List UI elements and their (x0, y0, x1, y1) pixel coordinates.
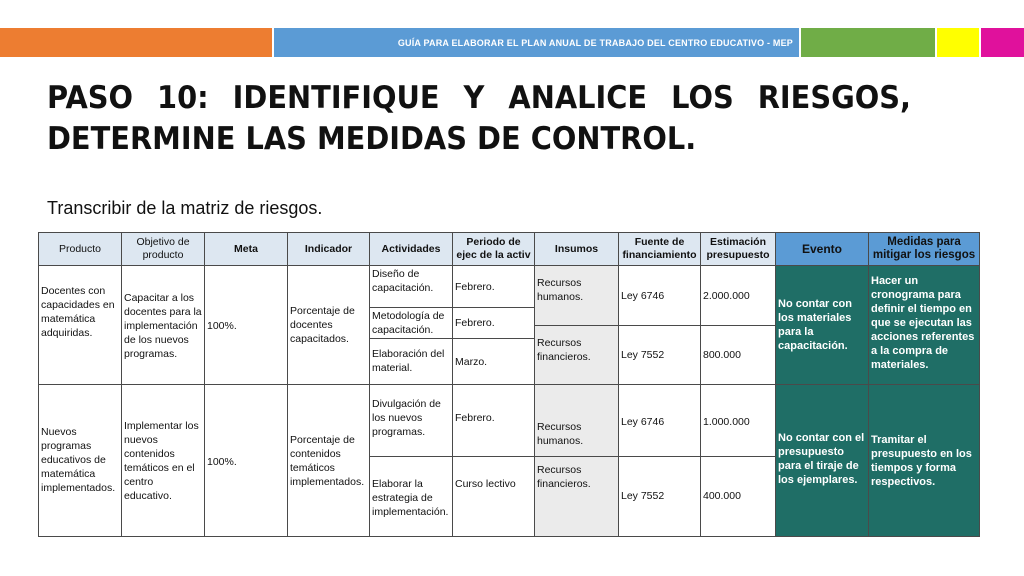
cell-monto: 1.000.000 (701, 385, 776, 457)
cell-monto: 800.000 (701, 326, 776, 385)
cell-actividad: Metodología de capacitación. (370, 308, 453, 339)
cell-objetivo: Capacitar a los docentes para la implementación de los nuevos programas. (122, 266, 205, 385)
table-row (39, 266, 980, 308)
cell-insumos: Recursos financieros. (535, 457, 619, 537)
cell-objetivo: Implementar los nuevos contenidos temáticos en el centro educativo. (122, 385, 205, 537)
header-banner (274, 28, 799, 57)
cell-insumos: Recursos humanos. (535, 266, 619, 326)
cell-indicador: Porcentaje de docentes capacitados. (288, 266, 370, 385)
cell-medidas: Tramitar el presupuesto en los tiempos y forma respectivos. (869, 385, 980, 537)
header-band-green (801, 28, 935, 57)
risk-matrix-table (38, 232, 980, 537)
cell-indicador: Porcentaje de contenidos temáticos implementados. (288, 385, 370, 537)
cell-fuente: Ley 6746 (619, 385, 701, 457)
header-producto: Producto (39, 233, 122, 266)
cell-meta: 100%. (205, 266, 288, 385)
cell-evento: No contar con los materiales para la capacitación. (776, 266, 869, 385)
cell-producto: Docentes con capacidades en matemática adquiridas. (39, 266, 122, 385)
header-indicador: Indicador (288, 233, 370, 266)
cell-monto: 400.000 (701, 457, 776, 537)
cell-actividad: Elaboración del material. (370, 339, 453, 385)
header-band-yellow (937, 28, 979, 57)
cell-actividad: Elaborar la estrategia de implementación. (370, 457, 453, 537)
header-objetivo: Objetivo de producto (122, 233, 205, 266)
cell-periodo: Curso lectivo (453, 457, 535, 537)
header-band-magenta (981, 28, 1024, 57)
cell-medidas: Hacer un cronograma para definir el tiempo en que se ejecutan las acciones referentes a la compra de materiales. (869, 266, 980, 385)
header-fuente: Fuente de financiamiento (619, 233, 701, 266)
header-medidas: Medidas para mitigar los riesgos (869, 233, 980, 266)
header-evento: Evento (776, 233, 869, 266)
header-meta: Meta (205, 233, 288, 266)
header-periodo: Periodo de ejec de la activ (453, 233, 535, 266)
cell-producto: Nuevos programas educativos de matemática implementados. (39, 385, 122, 537)
cell-fuente: Ley 6746 (619, 266, 701, 326)
subtitle: Transcribir de la matriz de riesgos. (47, 198, 323, 218)
cell-periodo: Marzo. (453, 339, 535, 385)
header-actividades: Actividades (370, 233, 453, 266)
header-banner-text: GUÍA PARA ELABORAR EL PLAN ANUAL DE TRABAJO DEL CENTRO EDUCATIVO - MEP (397, 37, 793, 48)
cell-actividad: Diseño de capacitación. (370, 266, 453, 308)
cell-periodo: Febrero. (453, 385, 535, 457)
cell-insumos: Recursos humanos. (535, 385, 619, 457)
page-title-line1: PASO 10: IDENTIFIQUE Y ANALICE LOS RIESGOS, (47, 80, 911, 116)
cell-monto: 2.000.000 (701, 266, 776, 326)
header-band-orange (0, 28, 272, 57)
cell-periodo: Febrero. (453, 308, 535, 339)
cell-periodo: Febrero. (453, 266, 535, 308)
cell-fuente: Ley 7552 (619, 457, 701, 537)
cell-fuente: Ley 7552 (619, 326, 701, 385)
page-title (47, 78, 911, 160)
cell-insumos: Recursos financieros. (535, 326, 619, 385)
cell-evento: No contar con el presupuesto para el tiraje de los ejemplares. (776, 385, 869, 537)
cell-meta: 100%. (205, 385, 288, 537)
cell-actividad: Divulgación de los nuevos programas. (370, 385, 453, 457)
header-insumos: Insumos (535, 233, 619, 266)
header-estimacion: Estimación presupuesto (701, 233, 776, 266)
page-title-line2: DETERMINE LAS MEDIDAS DE CONTROL. (47, 121, 697, 157)
table-row (39, 385, 980, 421)
table-header-row (39, 233, 980, 266)
